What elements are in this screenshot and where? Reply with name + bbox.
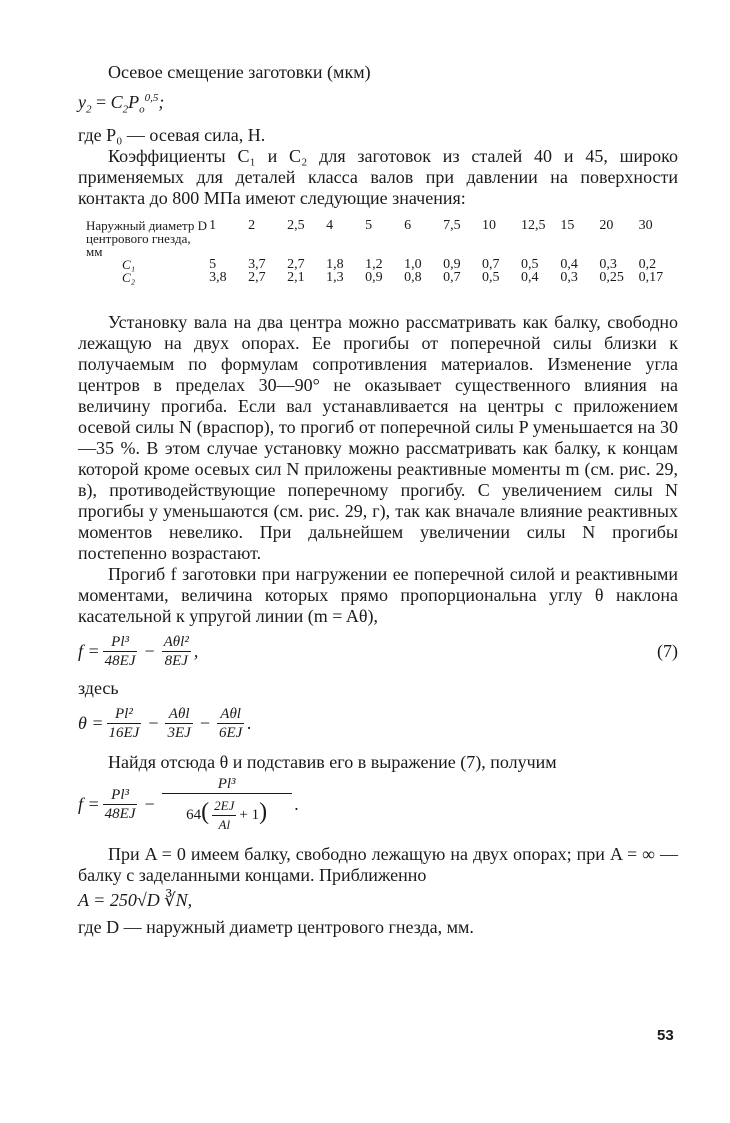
table-cell: 0,5 xyxy=(521,256,539,272)
table-cell: 0,7 xyxy=(443,269,461,285)
table-cell: 7,5 xyxy=(443,217,461,233)
table-cell: 0,2 xyxy=(638,256,657,272)
equation-y2: $y_2 = C_2P_o^{0,5}$; xyxy=(78,92,165,116)
table-header-row xyxy=(86,219,678,258)
table-cell: 0,9 xyxy=(443,256,461,272)
table-cell: 0,3 xyxy=(560,269,578,285)
fraction: $\frac{\text{Pl³}}{48EJ}$ xyxy=(104,786,136,822)
c2-label: C₂ xyxy=(121,269,136,285)
table-cell: 1,2 xyxy=(365,256,383,272)
fraction: Pl³ 64( $\frac{2EJ}{Al}$ + 1) xyxy=(162,775,292,834)
table-cell: 0,4 xyxy=(560,256,578,272)
table-cell: 0,3 xyxy=(599,256,617,272)
table-cell: 3,8 xyxy=(209,269,227,285)
equation-7: f = $\frac{\text{Pl³}}{48EJ}$ − $\frac{\text{Aθl²}}{8EJ}$ , (7) xyxy=(78,633,678,669)
fraction: $\frac{\text{Pl³}}{48EJ}$ xyxy=(104,633,136,669)
paragraph-find: Найдя отсюда θ и подставив его в выражение (7), получим xyxy=(108,751,557,772)
table-cell: 0,8 xyxy=(404,269,422,285)
page-number: 53 xyxy=(657,1027,674,1044)
table-cell: 12,5 xyxy=(521,217,546,233)
table-row-c1 xyxy=(86,258,678,271)
table-cell: 0,9 xyxy=(365,269,383,285)
where-p0: где P₀ — осевая сила, Н. xyxy=(78,124,266,145)
heading-shift: Осевое смещение заготовки (мкм) xyxy=(108,62,371,82)
fraction: $\frac{\text{Aθl}}{3EJ}$ xyxy=(167,705,191,741)
table-cell: 1,0 xyxy=(404,256,422,272)
coefficient-table xyxy=(86,219,678,284)
table-cell: 0,17 xyxy=(638,269,664,285)
table-cell: 2,5 xyxy=(287,217,305,233)
table-cell: 4 xyxy=(326,217,334,233)
paragraph-coefficients: Коэффициенты C₁ и C₂ для заготовок из сталей 40 и 45, широко применяемых для деталей класса валов при давлении на поверхности контакта до 800 МПа имеют следующие значения: xyxy=(78,145,678,208)
table-row-c2 xyxy=(86,271,678,284)
table-cell: 0,4 xyxy=(521,269,539,285)
table-cell: 2 xyxy=(248,217,256,233)
table-cell: 2,1 xyxy=(287,269,305,285)
table-cell: 6 xyxy=(404,217,412,233)
paragraph-a: При A = 0 имеем балку, свободно лежащую на двух опорах; при A = ∞ — балку с заделанными концами. Приближенно xyxy=(78,843,678,885)
table-cell: 1,3 xyxy=(326,269,344,285)
where-d: где D — наружный диаметр центрового гнезда, мм. xyxy=(78,916,474,937)
c1-label: C₁ xyxy=(121,256,136,272)
table-cell: 2,7 xyxy=(248,269,266,285)
table-cell: 5 xyxy=(209,256,217,272)
table-cell: 2,7 xyxy=(287,256,305,272)
table-cell: 0,5 xyxy=(482,269,500,285)
table-cell: 5 xyxy=(365,217,373,233)
table-cell: 20 xyxy=(599,217,614,233)
table-cell: 0,7 xyxy=(482,256,500,272)
equation-theta: θ = $\frac{\text{Pl²}}{16EJ}$ − $\frac{\text{Aθl}}{3EJ}$ − $\frac{\text{Aθl}}{6EJ}$ . xyxy=(78,705,252,741)
fraction: $\frac{\text{Aθl}}{6EJ}$ xyxy=(218,705,243,741)
table-cell: 15 xyxy=(560,217,575,233)
equation-a: A = 250√D ∛N, xyxy=(78,889,193,910)
fraction: $\frac{\text{Aθl²}}{8EJ}$ xyxy=(163,633,189,669)
table-cell: 30 xyxy=(638,217,653,233)
table-cell: 10 xyxy=(482,217,497,233)
paragraph-deflection: Прогиб f заготовки при нагружении ее поперечной силой и реактивными моментами, величина которых прямо пропорциональна углу θ наклона касательной к упругой линии (m = Aθ), xyxy=(78,563,678,626)
equation-number: (7) xyxy=(657,640,678,661)
table-cell: 1 xyxy=(209,217,217,233)
spacer xyxy=(78,284,678,312)
equation-f: f = $\frac{\text{Pl³}}{48EJ}$ − Pl³ 64( $\frac{2EJ}{Al}$ + 1) . xyxy=(78,775,300,832)
table-cell: 1,8 xyxy=(326,256,344,272)
page-body xyxy=(78,62,678,938)
label-here: здесь xyxy=(78,677,119,698)
paragraph-installation: Установку вала на два центра можно рассматривать как балку, свободно лежащую на двух опорах. Ее прогибы от поперечной силы близки к получаемым по формулам сопротивления материалов. Изменение угла центров в пределах 30—90° не оказывает существенного влияния на величину прогиба. Если вал устанавливается на центры с приложением осевой силы N (враспор), то прогиб от поперечной силы P уменьшается на 30—35 %. В этом случае установку можно рассматривать как балку, к концам которой кроме осевых сил N приложены реактивные моменты m (см. рис. 29, в), противодействующие поперечному прогибу. С увеличением силы N прогибы y уменьшаются (см. рис. 29, г), так как вначале влияние реактивных моментов невелико. При дальнейшем увеличении силы N прогибы постепенно возрастают. xyxy=(78,311,678,563)
table-cell: 0,25 xyxy=(599,269,624,285)
table-row-label: Наружный диаметр D центрового гнезда, мм xyxy=(86,217,208,259)
fraction: $\frac{\text{Pl²}}{16EJ}$ xyxy=(108,705,140,741)
table-cell: 3,7 xyxy=(248,256,266,272)
